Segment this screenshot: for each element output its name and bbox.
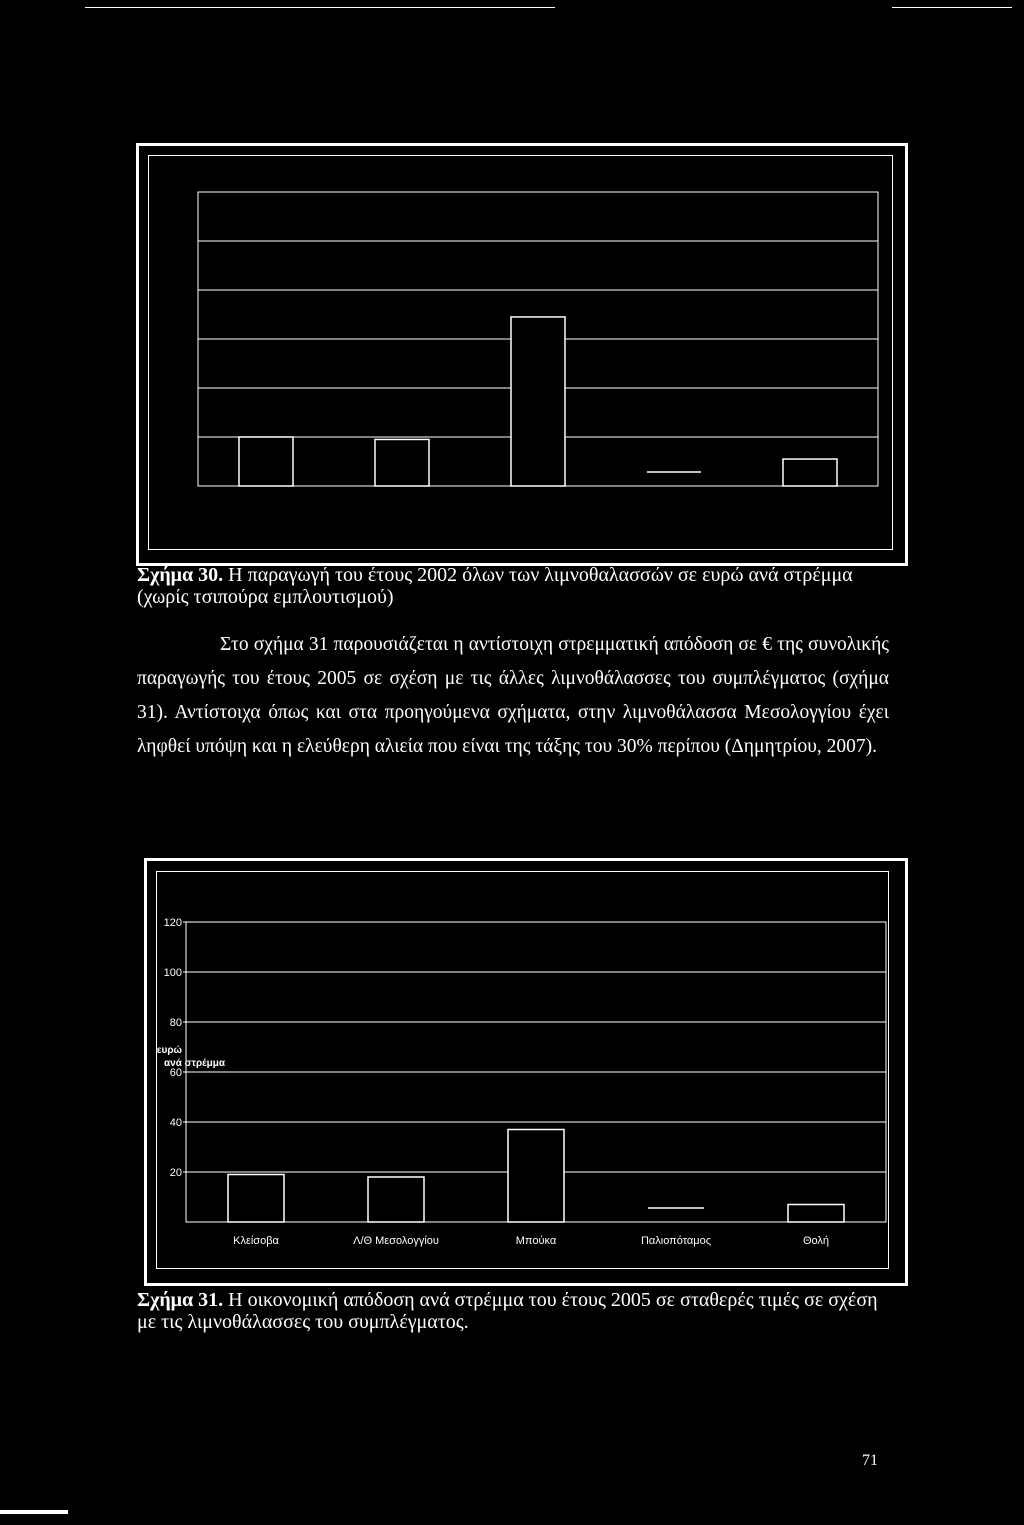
bar bbox=[239, 437, 293, 486]
figure30-caption-label: Σχήμα 30. bbox=[137, 564, 224, 586]
y-tick-label: 100 bbox=[163, 967, 182, 979]
figure31-caption bbox=[137, 1289, 897, 1333]
y-axis-label-line2: ανά στρέμμα bbox=[164, 1058, 226, 1069]
bar bbox=[788, 1205, 844, 1223]
bar bbox=[783, 459, 837, 486]
bar bbox=[508, 1130, 564, 1223]
figure31-caption-text: Η οικονομική απόδοση ανά στρέμμα του έτους 2005 σε σταθερές τιμές σε σχέση με τις λιμνοθάλασσες του συμπλέγματος. bbox=[137, 1289, 878, 1333]
x-category-label: Λ/Θ Μεσολογγίου bbox=[353, 1235, 439, 1247]
top-rule-right bbox=[892, 7, 1012, 8]
y-tick-label: 120 bbox=[163, 917, 182, 929]
figure30-caption-text: Η παραγωγή του έτους 2002 όλων των λιμνοθαλασσών σε ευρώ ανά στρέμμα (χωρίς τσιπούρα εμπλουτισμού) bbox=[137, 564, 853, 608]
y-axis-label-line1: ευρώ bbox=[156, 1045, 182, 1056]
x-category-label: Θολή bbox=[802, 1235, 830, 1247]
page-number: 71 bbox=[862, 1452, 878, 1469]
figure30-caption bbox=[137, 564, 897, 608]
x-category-label: Μπούκα bbox=[515, 1235, 557, 1247]
x-category-label: Κλείσοβα bbox=[233, 1235, 279, 1247]
figure31-chart bbox=[150, 900, 895, 1260]
y-tick-label: 80 bbox=[169, 1017, 182, 1029]
bar bbox=[511, 317, 565, 486]
bar bbox=[228, 1175, 284, 1223]
y-tick-label: 20 bbox=[169, 1167, 182, 1179]
bottom-edge-mark bbox=[0, 1510, 68, 1514]
bar bbox=[368, 1177, 424, 1222]
top-rule-left bbox=[85, 7, 555, 8]
bar bbox=[375, 439, 429, 486]
body-paragraph bbox=[137, 628, 889, 764]
figure30-chart bbox=[196, 190, 880, 490]
body-paragraph-text: Στο σχήμα 31 παρουσιάζεται η αντίστοιχη στρεμματική απόδοση σε € της συνολικής παραγωγής του έτους 2005 σε σχέση με τις άλλες λιμνοθάλασσες του συμπλέγματος (σχήμα 31). Αντίστοιχα όπως και στα προηγούμενα σχήματα, στην λιμνοθάλασσα Μεσολογγίου έχει ληφθεί υπόψη και η ελεύθερη αλιεία που είναι της τάξης του 30% περίπου (Δημητρίου, 2007). bbox=[137, 634, 889, 757]
x-category-label: Παλιοπόταμος bbox=[640, 1235, 712, 1247]
y-tick-label: 40 bbox=[169, 1117, 182, 1129]
figure31-caption-label: Σχήμα 31. bbox=[137, 1289, 224, 1311]
y-tick-label: 60 bbox=[169, 1067, 182, 1079]
